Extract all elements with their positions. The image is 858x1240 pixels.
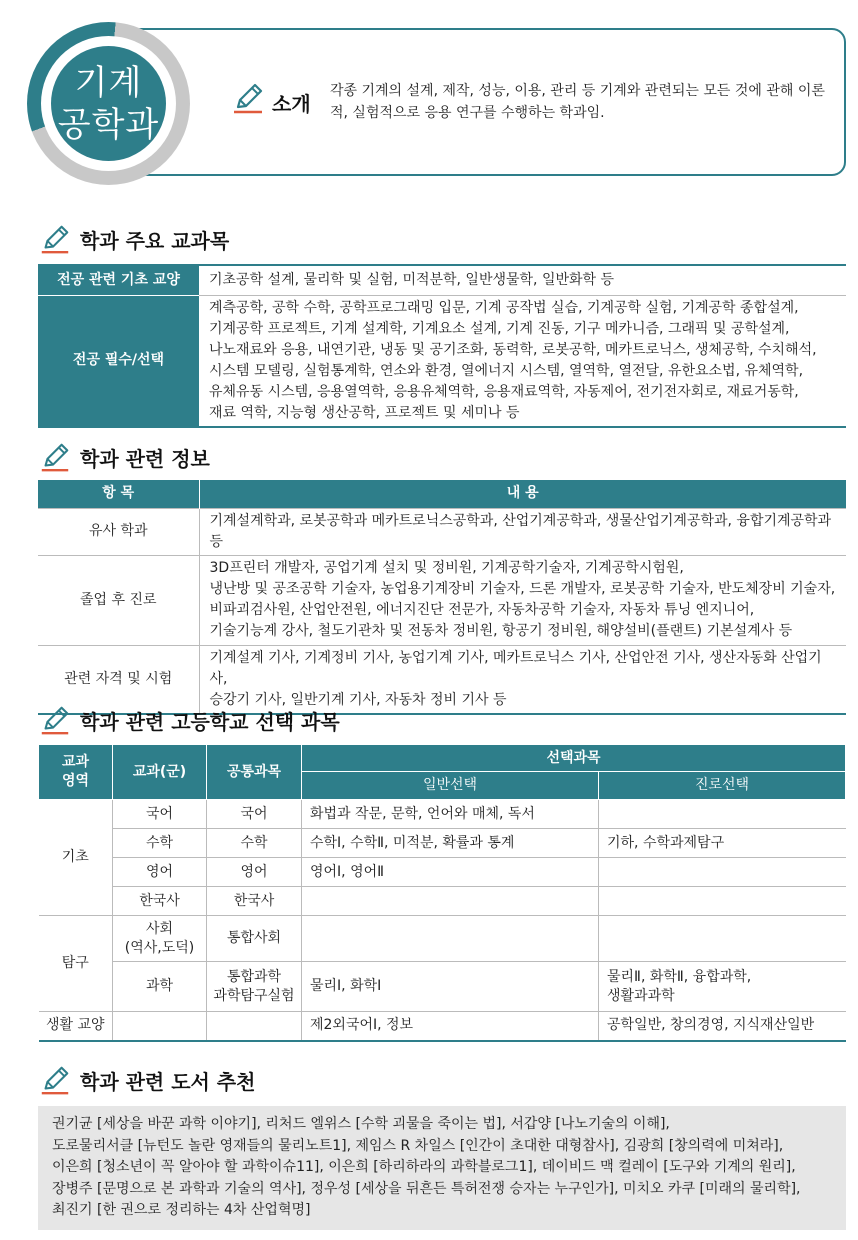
table-header-row — [39, 745, 846, 772]
career-cell — [599, 800, 846, 829]
row-label: 졸업 후 진로 — [38, 555, 199, 645]
career-cell — [599, 916, 846, 962]
book-line: 이은희 [청소년이 꼭 알아야 할 과학이슈11], 이은희 [하리하라의 과학블로그1], 데이비드 맥 컬레이 [도구와 기계의 원리], — [52, 1159, 796, 1175]
intro-label: 소개 — [272, 92, 311, 116]
general-cell: 물리Ⅰ, 화학Ⅰ — [302, 962, 599, 1012]
common-cell: 한국사 — [207, 887, 302, 916]
table-header-row — [38, 480, 846, 508]
department-badge — [51, 46, 166, 161]
book-line: 최진기 [한 권으로 정리하는 4차 산업혁명] — [52, 1202, 311, 1218]
book-line: 도로물리서클 [뉴턴도 놀란 영재들의 물리노트1], 제임스 R 차일스 [인간이 초대한 대형참사], 김광희 [창의력에 미쳐라], — [52, 1137, 784, 1154]
general-cell: 영어Ⅰ, 영어Ⅱ — [302, 858, 599, 887]
group-cell: 수학 — [113, 829, 207, 858]
header-text: 영역 — [61, 773, 90, 789]
area-cell: 기초 — [39, 800, 113, 916]
hs-subjects-table — [38, 744, 846, 1042]
general-cell: 제2외국어Ⅰ, 정보 — [302, 1012, 599, 1041]
row-label: 관련 자격 및 시험 — [38, 645, 199, 714]
table-row — [38, 265, 846, 295]
common-cell: 영어 — [207, 858, 302, 887]
career-cell — [599, 887, 846, 916]
section-title-hs — [38, 703, 340, 737]
group-cell: 영어 — [113, 858, 207, 887]
general-cell — [302, 887, 599, 916]
table-row — [38, 555, 846, 645]
career-cell — [599, 858, 846, 887]
group-cell — [113, 916, 207, 962]
text-line: 기계공학 프로젝트, 기계 설계학, 기계요소 설계, 기계 진동, 기구 메카니즘, 그래픽 및 공학설계, — [209, 320, 790, 337]
section-title-text: 학과 관련 정보 — [80, 446, 210, 471]
table-row — [39, 916, 846, 962]
common-cell: 국어 — [207, 800, 302, 829]
common-cell: 통합사회 — [207, 916, 302, 962]
common-cell — [207, 962, 302, 1012]
text-line: 기계설계 기사, 기계정비 기사, 농업기계 기사, 메카트로닉스 기사, 산업안전 기사, 생산자동화 산업기사, — [209, 649, 822, 687]
pencil-icon — [38, 222, 72, 256]
text-line: 냉난방 및 공조공학 기술자, 농업용기계장비 기술자, 드론 개발자, 로봇공학 기술자, 반도체장비 기술자, — [209, 581, 836, 597]
text-line: 비파괴검사원, 산업안전원, 에너지진단 전문가, 자동차공학 기술자, 자동차 튜닝 엔지니어, — [209, 602, 755, 618]
table-row — [39, 1012, 846, 1041]
cell-line: 통합과학 — [226, 968, 282, 985]
header-text: 교과 — [61, 754, 90, 770]
table-row — [39, 829, 846, 858]
common-cell: 수학 — [207, 829, 302, 858]
cell-line: (역사,도덕) — [124, 939, 195, 956]
table-row — [39, 962, 846, 1012]
row-value: 기초공학 설계, 물리학 및 실험, 미적분학, 일반생물학, 일반화학 등 — [199, 265, 846, 295]
book-line: 권기균 [세상을 바꾼 과학 이야기], 리처드 엘위스 [수학 괴물을 죽이는 법], 서갑양 [나노기술의 이해], — [52, 1116, 670, 1132]
column-header: 공통과목 — [207, 745, 302, 800]
pencil-icon — [38, 1063, 72, 1097]
column-header: 선택과목 — [302, 745, 846, 772]
column-header: 교과(군) — [113, 745, 207, 800]
column-header: 진로선택 — [599, 772, 846, 800]
section-title-books — [38, 1063, 255, 1097]
column-header: 항 목 — [38, 480, 199, 508]
row-label: 전공 관련 기초 교양 — [38, 265, 199, 295]
career-cell — [599, 962, 846, 1012]
book-list — [38, 1106, 846, 1230]
text-line: 계측공학, 공학 수학, 공학프로그래밍 입문, 기계 공작법 실습, 기계공학 실험, 기계공학 종합설계, — [209, 299, 799, 316]
career-cell: 공학일반, 창의경영, 지식재산일반 — [599, 1012, 846, 1041]
group-cell: 한국사 — [113, 887, 207, 916]
pencil-icon — [38, 703, 72, 737]
table-row — [39, 858, 846, 887]
area-cell: 생활 교양 — [39, 1012, 113, 1041]
career-cell: 기하, 수학과제탐구 — [599, 829, 846, 858]
row-label: 전공 필수/선택 — [38, 295, 199, 427]
section-title-info — [38, 440, 210, 474]
row-value — [199, 295, 846, 427]
section-title-text: 학과 관련 고등학교 선택 과목 — [80, 709, 340, 734]
table-row — [38, 508, 846, 555]
general-cell: 수학Ⅰ, 수학Ⅱ, 미적분, 확률과 통계 — [302, 829, 599, 858]
cell-line: 과학탐구실험 — [213, 987, 295, 1004]
cell-line: 사회 — [145, 920, 174, 937]
text-line: 3D프린터 개발자, 공업기계 설치 및 정비원, 기계공학기술자, 기계공학시험원, — [209, 560, 684, 576]
row-value — [199, 555, 846, 645]
area-cell: 탐구 — [39, 916, 113, 1012]
section-title-text: 학과 주요 교과목 — [80, 228, 230, 253]
department-name-line2: 공학과 — [57, 104, 160, 145]
group-cell: 과학 — [113, 962, 207, 1012]
text-line: 승강기 기사, 일반기계 기사, 자동차 정비 기사 등 — [209, 691, 507, 708]
text-line: 기술기능계 강사, 철도기관차 및 전동차 정비원, 항공기 정비원, 해양설비(플랜트) 기본설계사 등 — [209, 623, 793, 639]
group-cell — [113, 1012, 207, 1041]
group-cell: 국어 — [113, 800, 207, 829]
cell-line: 물리Ⅱ, 화학Ⅱ, 융합과학, — [607, 968, 752, 985]
courses-table — [38, 264, 846, 428]
table-row — [39, 800, 846, 829]
table-row — [39, 887, 846, 916]
department-name-line1: 기계 — [74, 62, 143, 103]
text-line: 유체유동 시스템, 응용열역학, 응용유체역학, 응용재료역학, 자동제어, 전기전자회로, 재료거동학, — [209, 383, 799, 400]
general-cell — [302, 916, 599, 962]
row-value: 기계설계학과, 로봇공학과 메카트로닉스공학과, 산업기계공학과, 생물산업기계공학과, 융합기계공학과 등 — [199, 508, 846, 555]
text-line: 나노재료와 응용, 내연기관, 냉동 및 공기조화, 동력학, 로봇공학, 메카트로닉스, 생체공학, 수치해석, — [209, 341, 817, 358]
text-line: 재료 역학, 지능형 생산공학, 프로젝트 및 세미나 등 — [209, 404, 520, 421]
book-line: 장병주 [문명으로 본 과학과 기술의 역사], 정우성 [세상을 뒤흔든 특허전쟁 승자는 누구인가], 미치오 카쿠 [미래의 물리학], — [52, 1180, 801, 1197]
common-cell — [207, 1012, 302, 1041]
general-cell: 화법과 작문, 문학, 언어와 매체, 독서 — [302, 800, 599, 829]
pencil-icon — [38, 440, 72, 474]
section-title-text: 학과 관련 도서 추천 — [80, 1069, 256, 1094]
column-header: 일반선택 — [302, 772, 599, 800]
cell-line: 생활과과학 — [607, 987, 675, 1004]
column-header-area — [39, 745, 113, 800]
table-row — [38, 295, 846, 427]
column-header: 내 용 — [199, 480, 846, 508]
intro-text: 각종 기계의 설계, 제작, 성능, 이용, 관리 등 기계와 관련되는 모든 것에 관해 이론적, 실험적으로 응용 연구를 수행하는 학과임. — [330, 83, 825, 121]
row-label: 유사 학과 — [38, 508, 199, 555]
pencil-icon — [230, 80, 266, 116]
section-title-courses — [38, 222, 229, 256]
info-table — [38, 480, 846, 715]
text-line: 시스템 모델링, 실험통계학, 연소와 환경, 열에너지 시스템, 열역학, 열전달, 유한요소법, 유체역학, — [209, 362, 804, 379]
